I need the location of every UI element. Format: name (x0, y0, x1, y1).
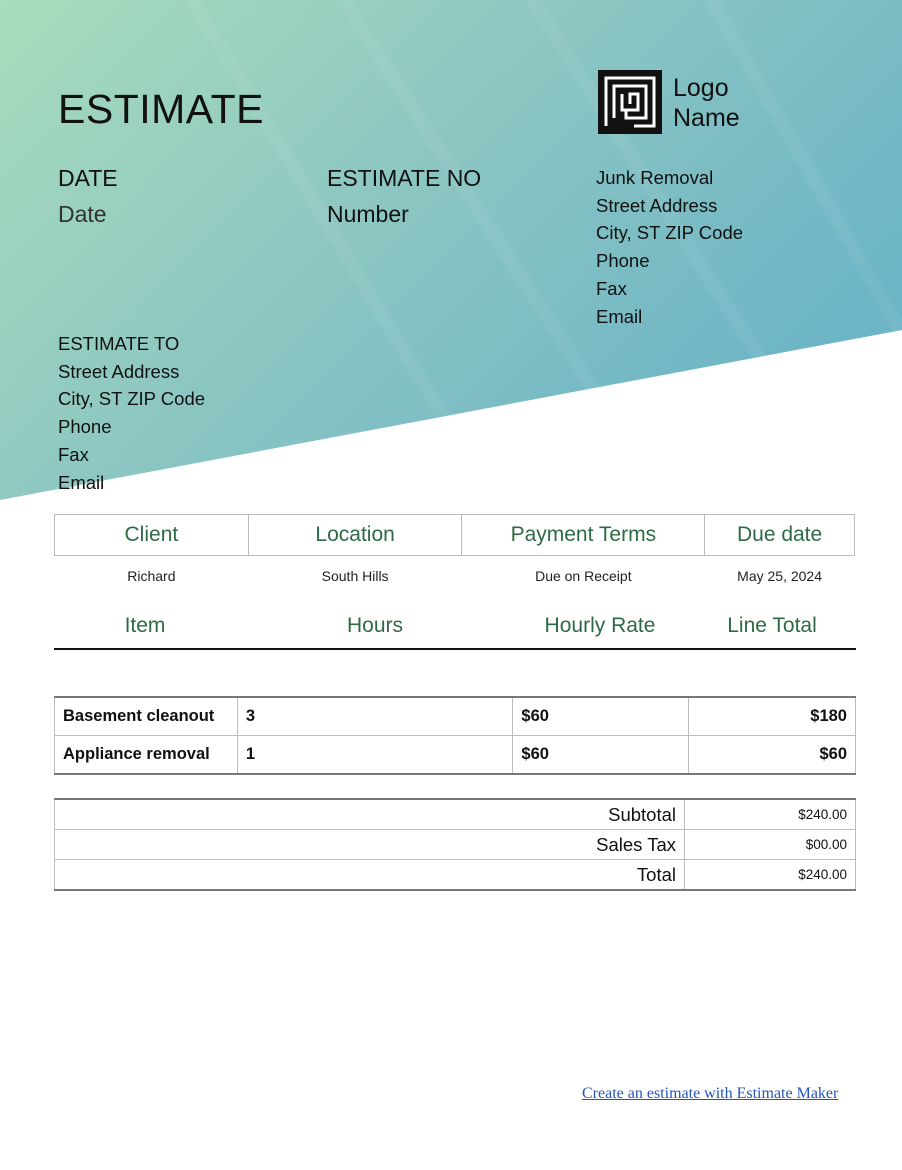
summary-table (54, 514, 855, 585)
items-header-row (54, 612, 856, 650)
company-name: Junk Removal (596, 167, 714, 188)
logo-name (673, 73, 740, 133)
estimate-to-label: ESTIMATE TO (58, 333, 180, 354)
item-line-total: $60 (689, 736, 856, 775)
items-table (54, 696, 856, 775)
item-name: Basement cleanout (55, 697, 238, 736)
summary-header-due-date: Due date (705, 515, 855, 556)
logo-line-2: Name (673, 104, 740, 132)
summary-header-location: Location (248, 515, 462, 556)
company-info (596, 164, 743, 330)
estimate-to-phone: Phone (58, 416, 112, 438)
company-email: Email (596, 305, 643, 327)
subtotal-value: $240.00 (685, 799, 856, 830)
summary-client-value: Richard (127, 568, 176, 584)
table-row (55, 736, 856, 775)
document-title: ESTIMATE (58, 86, 264, 132)
totals-table (54, 798, 856, 891)
estimate-to-block (58, 330, 205, 496)
estimate-to-email: Email (58, 471, 105, 493)
estimate-to-street: Street Address (58, 360, 180, 382)
total-value: $240.00 (685, 860, 856, 891)
estimate-maker-link[interactable]: Create an estimate with Estimate Maker (582, 1085, 839, 1102)
date-value: Date (58, 201, 107, 227)
items-header-item: Item (124, 614, 166, 637)
items-header-hourly-rate: Hourly Rate (544, 614, 656, 637)
company-city: City, ST ZIP Code (596, 222, 744, 244)
summary-location-value: South Hills (321, 568, 389, 584)
estimate-number-label: ESTIMATE NO (327, 165, 482, 191)
logo-line-1: Logo (673, 74, 729, 102)
summary-header-payment-terms: Payment Terms (462, 515, 705, 556)
items-header-hours: Hours (346, 614, 404, 637)
sales-tax-row (55, 830, 856, 860)
estimate-to-city: City, ST ZIP Code (58, 388, 206, 410)
item-name: Appliance removal (55, 736, 238, 775)
total-label: Total (55, 860, 685, 891)
sales-tax-label: Sales Tax (55, 830, 685, 860)
estimate-to-fax: Fax (58, 443, 89, 465)
item-hours: 3 (237, 697, 513, 736)
summary-header-client: Client (55, 515, 249, 556)
sales-tax-value: $00.00 (685, 830, 856, 860)
company-phone: Phone (596, 250, 650, 272)
items-header-line-total: Line Total (727, 614, 817, 637)
summary-due-date-value: May 25, 2024 (737, 568, 823, 584)
item-rate: $60 (513, 736, 689, 775)
company-street: Street Address (596, 194, 718, 216)
summary-payment-terms-value: Due on Receipt (535, 568, 632, 584)
total-row (55, 860, 856, 891)
subtotal-row (55, 799, 856, 830)
item-hours: 1 (237, 736, 513, 775)
date-label: DATE (58, 165, 118, 191)
table-row (55, 697, 856, 736)
logo-maze-icon (598, 70, 662, 134)
estimate-number-value: Number (327, 201, 409, 227)
subtotal-label: Subtotal (55, 799, 685, 830)
company-fax: Fax (596, 277, 627, 299)
item-line-total: $180 (689, 697, 856, 736)
item-rate: $60 (513, 697, 689, 736)
